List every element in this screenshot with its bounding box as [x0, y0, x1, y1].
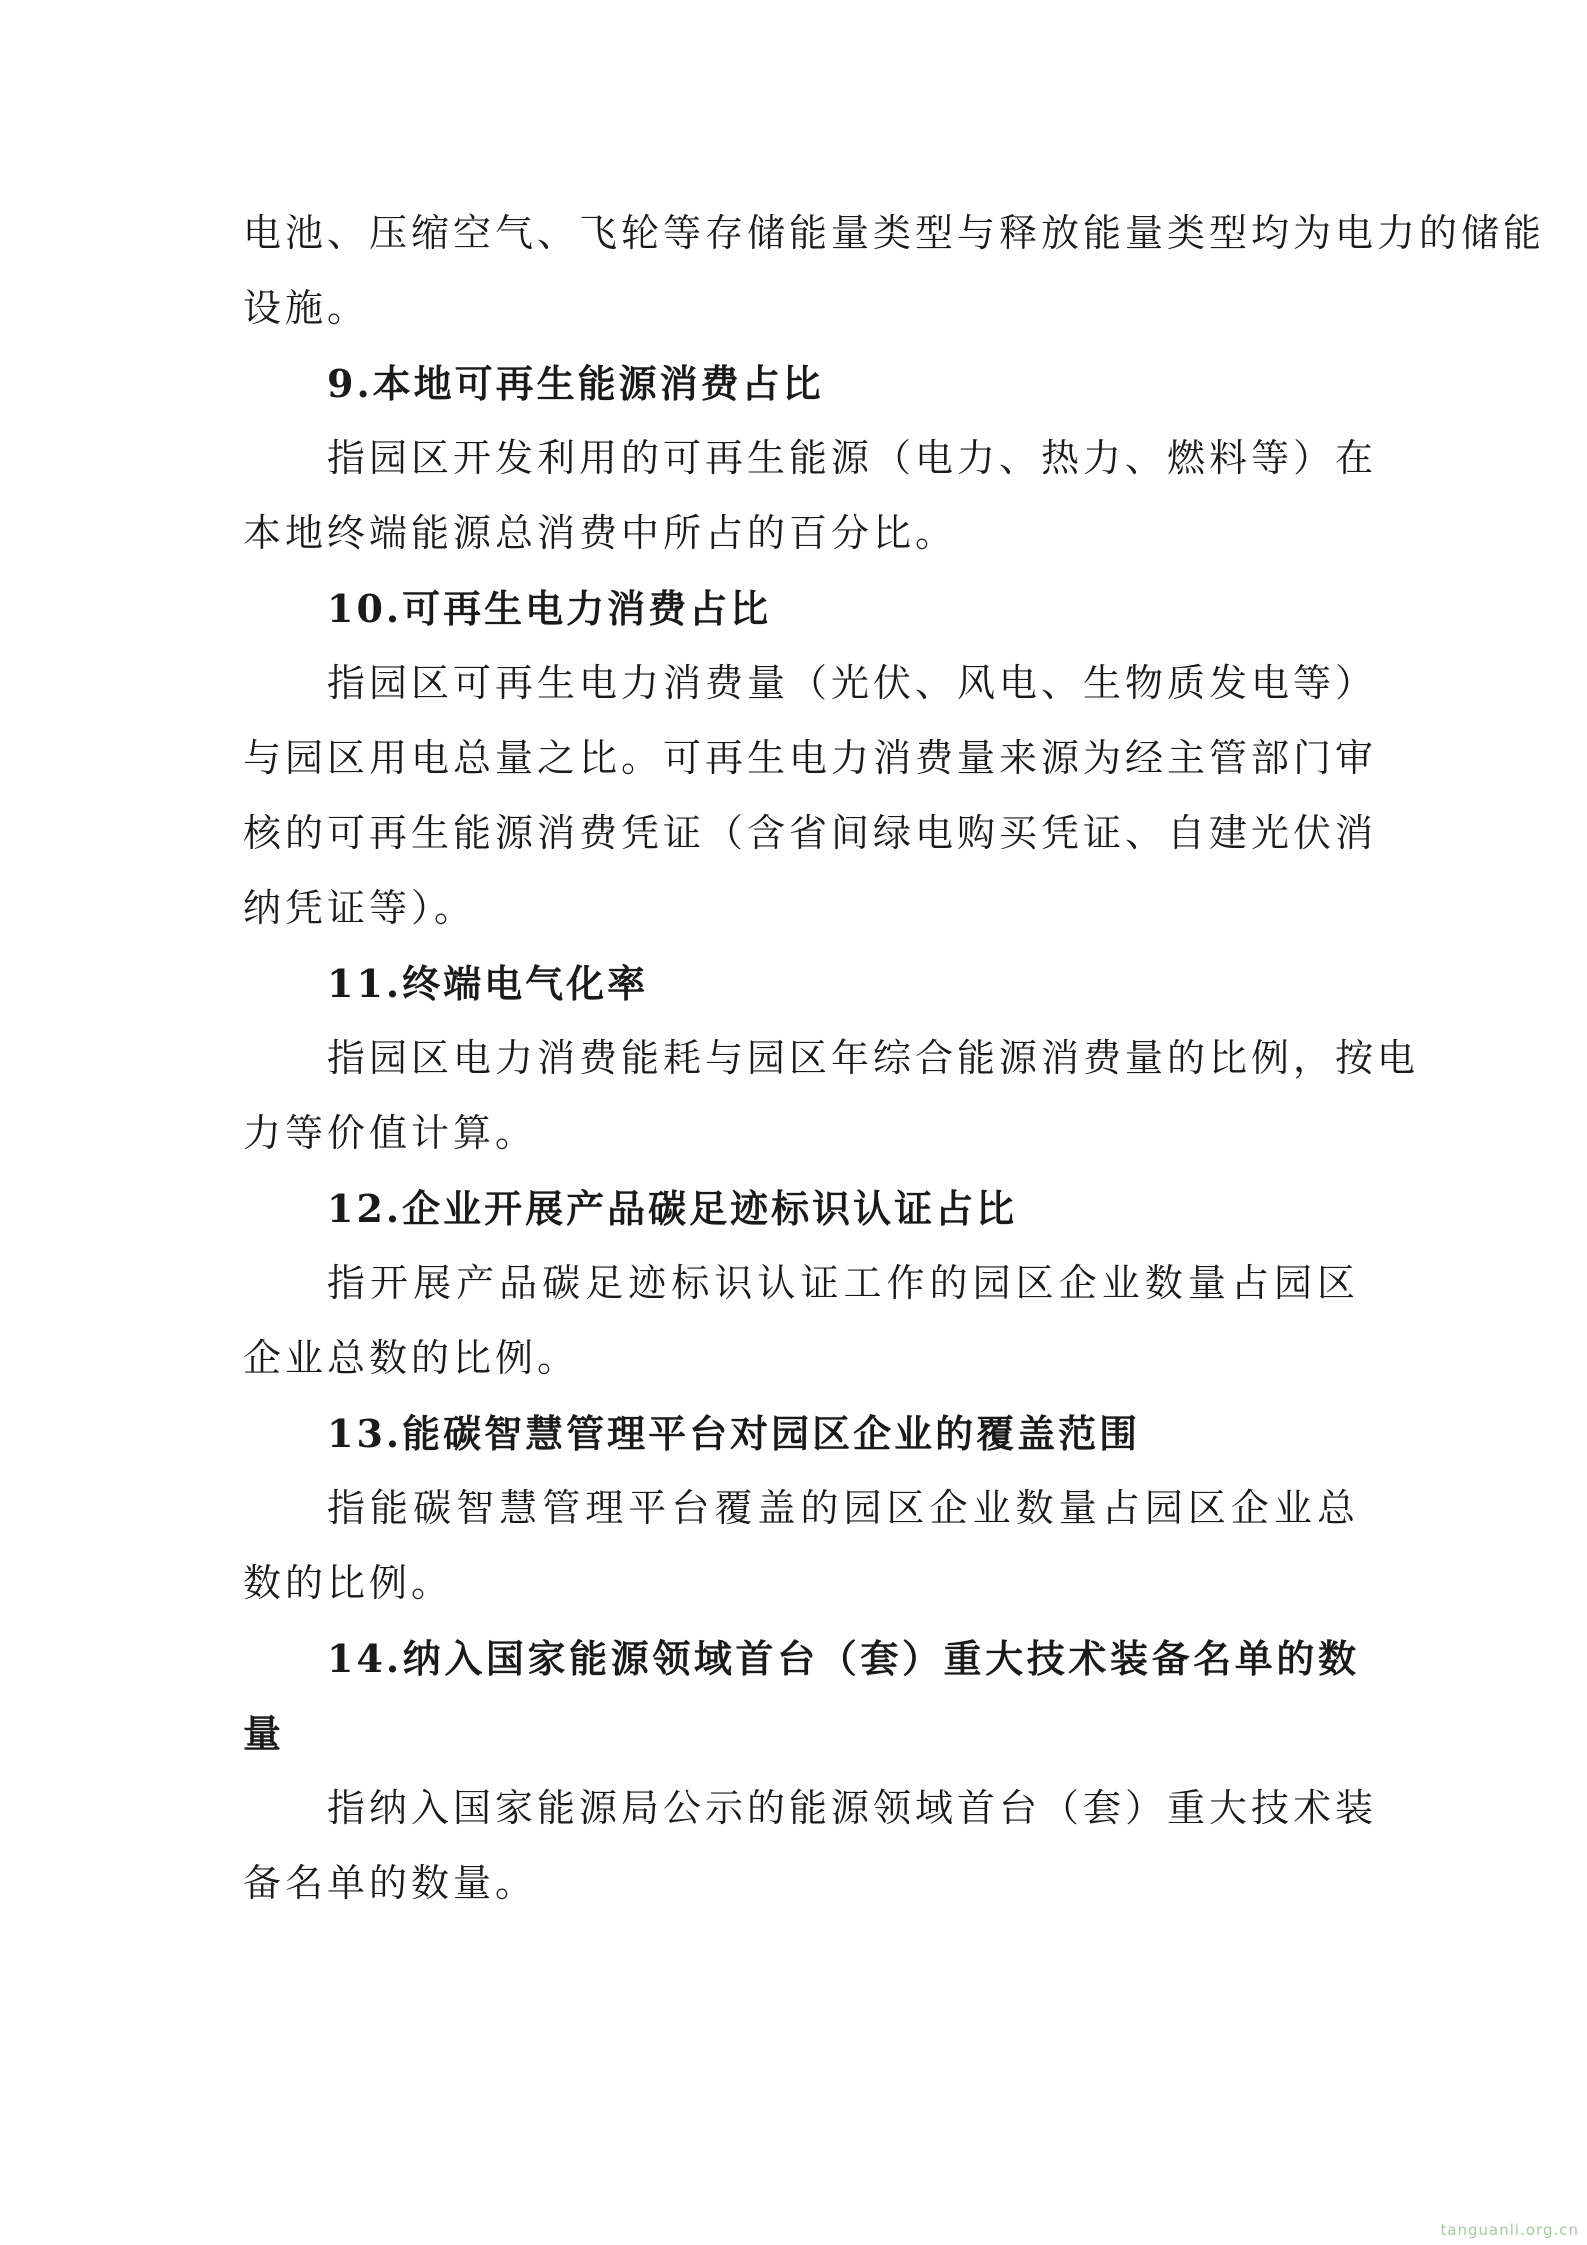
paragraph-line: 力等价值计算。 — [243, 1111, 538, 1155]
paragraph-line: 纳凭证等）。 — [243, 886, 477, 930]
paragraph-line: 企业总数的比例。 — [243, 1336, 580, 1380]
section-heading-10: 10.可再生电力消费占比 — [327, 586, 772, 631]
paragraph-line: 数的比例。 — [243, 1561, 454, 1605]
paragraph-line: 与园区用电总量之比。可再生电力消费量来源为经主管部门审 — [243, 736, 1378, 780]
paragraph-line: 本地终端能源总消费中所占的百分比。 — [243, 511, 958, 555]
paragraph-line: 指园区电力消费能耗与园区年综合能源消费量的比例，按电 — [327, 1036, 1420, 1080]
paragraph-line: 指园区开发利用的可再生能源（电力、热力、燃料等）在 — [327, 436, 1378, 480]
section-heading-12: 12.企业开展产品碳足迹标识认证占比 — [327, 1186, 1018, 1231]
paragraph-line: 设施。 — [243, 286, 370, 330]
section-heading-13: 13.能碳智慧管理平台对园区企业的覆盖范围 — [327, 1411, 1141, 1456]
paragraph-line: 备名单的数量。 — [243, 1861, 538, 1905]
section-heading-14-continued: 量 — [243, 1711, 285, 1756]
section-heading-11: 11.终端电气化率 — [327, 961, 649, 1006]
section-heading-9: 9.本地可再生能源消费占比 — [327, 361, 824, 406]
paragraph-line: 指开展产品碳足迹标识认证工作的园区企业数量占园区 — [327, 1261, 1359, 1305]
paragraph-line: 指园区可再生电力消费量（光伏、风电、生物质发电等） — [327, 661, 1378, 705]
paragraph-line: 电池、压缩空气、飞轮等存储能量类型与释放能量类型均为电力的储能 — [243, 211, 1546, 255]
paragraph-line: 核的可再生能源消费凭证（含省间绿电购买凭证、自建光伏消 — [243, 811, 1378, 855]
watermark-text: tanguanli.org.cn — [1440, 2221, 1579, 2239]
section-heading-14: 14.纳入国家能源领域首台（套）重大技术装备名单的数 — [327, 1636, 1359, 1681]
paragraph-line: 指能碳智慧管理平台覆盖的园区企业数量占园区企业总 — [327, 1486, 1359, 1530]
paragraph-line: 指纳入国家能源局公示的能源领域首台（套）重大技术装 — [327, 1786, 1378, 1830]
document-body — [243, 196, 1546, 1921]
